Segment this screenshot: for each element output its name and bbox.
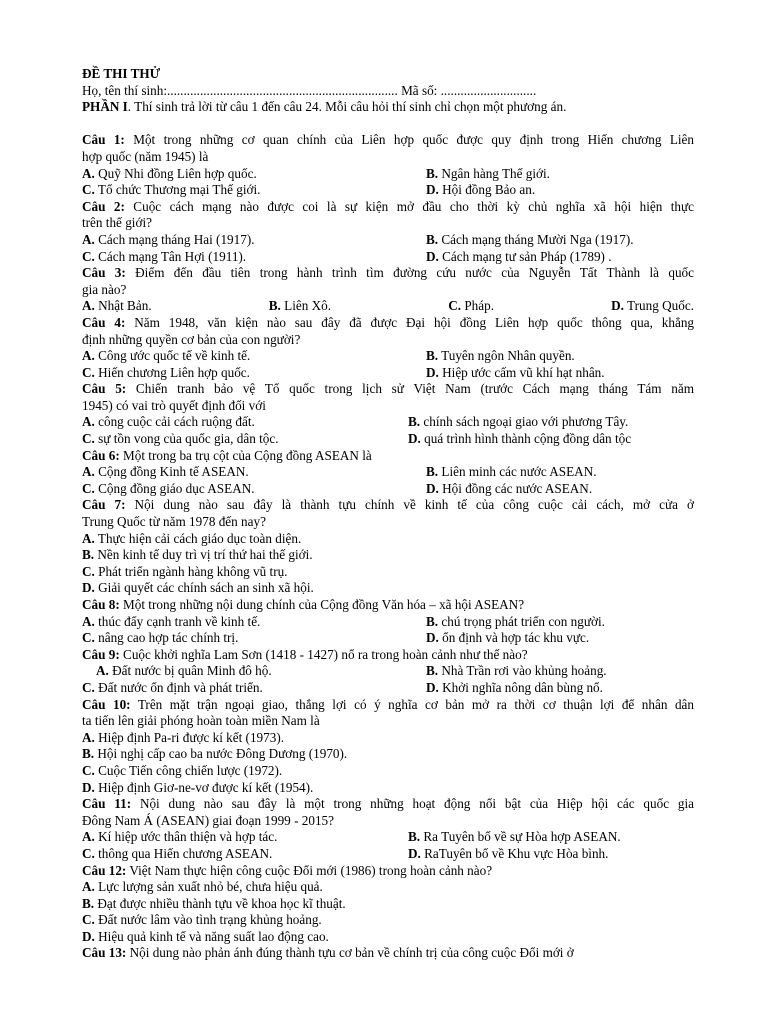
option-text: RaTuyên bố về Khu vực Hòa bình. [420,845,609,861]
option-d[interactable] [408,431,631,446]
option-key: D. [426,630,439,646]
option-key: D. [82,580,95,596]
part-label: PHẦN I [82,99,128,115]
question-label: Câu 4: [82,314,126,330]
options-row [82,780,694,797]
option-cell [82,249,426,266]
option-key: A. [82,231,95,247]
option-b[interactable] [408,414,628,429]
option-text: Công ước quốc tế về kinh tế. [94,348,251,364]
option-key: A. [82,464,95,480]
option-cell [426,614,605,631]
question-stem-line [82,315,694,332]
option-key: B. [408,414,421,430]
question-label: Câu 9: [82,646,120,662]
question-2 [82,199,694,265]
option-text: Cuộc Tiến công chiến lược (1972). [94,762,283,778]
option-cell [426,166,550,183]
option-key: D. [426,679,439,695]
question-text: hợp quốc (năm 1945) là [82,148,209,164]
options-row [82,680,694,697]
options-row [82,249,694,266]
option-cell [82,348,426,365]
option-text: Hội nghị cấp cao ba nước Đông Dương (1970). [94,746,348,762]
option-b[interactable] [426,663,607,678]
option-text: Cộng đồng giáo dục ASEAN. [94,480,255,496]
options-row [82,166,694,183]
question-stem-line [82,381,694,398]
question-stem-line [82,265,694,282]
question-8 [82,597,694,647]
question-stem-line [82,132,694,149]
option-key: D. [426,480,439,496]
question-label: Câu 2: [82,198,125,214]
question-6 [82,448,694,498]
options-row [82,746,694,763]
option-c[interactable] [82,763,282,778]
question-text: Chiến tranh bảo vệ Tổ quốc trong lịch sử Việt Nam (trước Cách mạng tháng Tám năm [126,381,694,397]
option-cell [408,829,621,846]
option-d[interactable] [426,365,605,380]
option-text: Cách mạng tư sản Pháp (1789) . [438,248,612,264]
option-d[interactable] [82,929,329,944]
option-text: Hội đồng các nước ASEAN. [438,480,593,496]
option-text: Đạt được nhiều thành tựu về khoa học kĩ thuật. [94,895,346,911]
options-row [82,564,694,581]
option-key: B. [426,663,439,679]
option-cell [82,630,426,647]
question-stem-line [82,647,694,664]
options-row [82,879,694,896]
question-stem-line [82,448,694,465]
options-row [82,896,694,913]
option-text: chú trọng phát triển con người. [438,613,605,629]
question-stem-line [82,215,694,232]
question-text: Nội dung nào sau đây là thành tựu chính về kinh tế của công cuộc cải cách, mở cửa ở [125,497,694,513]
option-key: D. [408,431,421,447]
options-row [82,348,694,365]
option-b[interactable] [82,896,346,911]
option-text: sự tồn vong của quốc gia, dân tộc. [94,431,279,447]
question-label: Câu 10: [82,696,131,712]
option-c[interactable] [82,481,255,496]
question-text: Một trong những cơ quan chính của Liên hợp quốc được quy định trong Hiến chương Liên [124,132,694,148]
option-text: công cuộc cải cách ruộng đất. [94,414,255,430]
option-d[interactable] [426,481,592,496]
option-text: Ra Tuyên bố về sự Hòa hợp ASEAN. [420,829,621,845]
option-b[interactable] [82,746,347,761]
option-cell [82,846,408,863]
option-text: Pháp. [461,298,494,314]
question-4 [82,315,694,381]
option-d[interactable] [408,846,608,861]
option-b[interactable] [408,829,621,844]
option-key: A. [82,165,95,181]
question-stem-line [82,514,694,531]
option-c[interactable] [82,564,287,579]
option-cell [426,680,603,697]
options-row [82,431,694,448]
options-row [82,846,694,863]
option-cell [408,414,628,431]
option-key: C. [82,563,95,579]
option-c[interactable] [82,630,238,645]
option-cell [96,663,426,680]
question-stem-line [82,199,694,216]
option-key: C. [82,630,95,646]
question-stem-line [82,713,694,730]
question-label: Câu 11: [82,796,132,812]
options-row [82,829,694,846]
question-text: Một trong ba trụ cột của Cộng đồng ASEAN là [119,447,372,463]
option-cell [82,464,426,481]
option-key: A. [82,879,95,895]
option-key: D. [426,364,439,380]
option-key: C. [82,431,95,447]
option-cell [426,481,592,498]
option-cell [82,481,426,498]
option-key: C. [82,679,95,695]
spacer [82,116,694,133]
question-9 [82,647,694,697]
option-key: A. [82,414,95,430]
options-row [82,298,694,315]
option-key: A. [82,298,95,314]
option-a[interactable] [82,348,250,363]
option-cell [426,365,605,382]
options-row [82,414,694,431]
option-text: Liên Xô. [280,298,332,314]
question-text: Năm 1948, văn kiện nào sau đây đã được Đại hội đồng Liên hợp quốc thông qua, khẳng [125,314,695,330]
option-key: B. [426,231,439,247]
option-cell [426,464,597,481]
question-stem-line [82,149,694,166]
option-key: D. [426,248,439,264]
option-b[interactable] [426,614,605,629]
option-key: A. [82,613,95,629]
option-d[interactable] [426,680,603,695]
option-cell [82,365,426,382]
option-text: Hiệu quả kinh tế và năng suất lao động cao. [94,928,329,944]
question-label: Câu 3: [82,265,126,281]
option-cell [82,166,426,183]
question-3 [82,265,694,315]
part-instruction [82,99,694,116]
option-cell [82,182,426,199]
options-row [82,929,694,946]
question-stem-line [82,796,694,813]
option-text: Kí hiệp ước thân thiện và hợp tác. [94,829,278,845]
option-text: Giải quyết các chính sách an sinh xã hội. [94,580,314,596]
question-label: Câu 12: [82,862,127,878]
option-key: C. [82,480,95,496]
question-stem-line [82,863,694,880]
option-key: A. [82,729,95,745]
option-cell [82,414,408,431]
option-a[interactable] [82,730,284,745]
option-text: Cách mạng tháng Mười Nga (1917). [438,231,634,247]
option-key: B. [408,829,421,845]
options-row [82,182,694,199]
question-text: Một trong những nội dung chính của Cộng đồng Văn hóa – xã hội ASEAN? [119,597,525,612]
question-10 [82,697,694,797]
question-text: Điểm đến đầu tiên trong hành trình tìm đường cứu nước của Nguyễn Tất Thành là quốc [125,265,694,281]
option-key: B. [82,895,95,911]
question-stem-line [82,697,694,714]
option-a[interactable] [82,298,152,315]
question-text: gia nào? [82,281,127,297]
option-c[interactable] [82,365,250,380]
option-b[interactable] [269,298,331,315]
question-text: định những quyền cơ bản của con người? [82,331,301,347]
question-1 [82,132,694,198]
option-cell [82,680,426,697]
options-row [82,614,694,631]
question-text: 1945) có vai trò quyết định đối với [82,397,266,413]
options-row [82,481,694,498]
option-key: B. [82,547,95,563]
question-text: Cuộc cách mạng nào được coi là sự kiện mở đầu cho thời kỳ chủ nghĩa xã hội hiện thực [124,198,694,214]
option-text: Đất nước bị quân Minh đô hộ. [108,663,272,679]
option-key: C. [82,364,95,380]
option-cell [408,846,608,863]
option-a[interactable] [82,414,255,429]
option-d[interactable] [82,580,314,595]
option-text: Hiệp định Giơ-ne-vơ được kí kết (1954). [94,779,314,795]
option-c[interactable] [82,249,246,264]
option-key: C. [448,298,462,314]
option-text: Phát triển ngành hàng không vũ trụ. [94,563,288,579]
question-text: Việt Nam thực hiện công cuộc Đổi mới (1986) trong hoàn cảnh nào? [126,862,493,878]
option-d[interactable] [611,298,694,315]
option-text: Hiệp ước cấm vũ khí hạt nhân. [438,364,605,380]
question-text: Cuộc khởi nghĩa Lam Sơn (1418 - 1427) nổ ra trong hoàn cảnh như thế nào? [119,646,528,662]
option-text: ổn định và hợp tác khu vực. [438,630,590,646]
part-text: . Thí sinh trả lời từ câu 1 đến câu 24. Mỗi câu hỏi thí sinh chỉ chọn một phương án. [127,99,567,115]
options-row [82,580,694,597]
option-c[interactable] [82,680,263,695]
option-key: D. [426,182,439,198]
option-text: Đất nước ổn định và phát triển. [94,679,263,695]
options-row [82,547,694,564]
option-d[interactable] [426,182,535,197]
option-text: Thực hiện cải cách giáo dục toàn diện. [94,530,302,546]
option-cell [408,431,631,448]
option-text: Nhà Trần rơi vào khủng hoảng. [438,663,607,679]
option-text: thúc đẩy cạnh tranh về kinh tế. [94,613,261,629]
option-key: C. [82,182,95,198]
options-row [82,630,694,647]
question-13 [82,945,694,962]
option-text: Nền kinh tế duy trì vị trí thứ hai thế giới. [94,547,313,563]
question-7 [82,497,694,597]
option-text: quá trình hình thành cộng đồng dân tộc [420,431,632,447]
option-key: D. [408,845,421,861]
option-cell [82,431,408,448]
option-key: D. [611,298,624,314]
question-text: Trung Quốc từ năm 1978 đến nay? [82,514,266,530]
option-key: D. [82,928,95,944]
option-text: chính sách ngoại giao với phương Tây. [420,414,629,430]
option-key: B. [82,746,95,762]
question-label: Câu 8: [82,597,120,612]
option-b[interactable] [426,464,597,479]
question-stem-line [82,497,694,514]
option-a[interactable] [82,232,255,247]
option-d[interactable] [426,249,612,264]
question-stem-line [82,282,694,299]
option-a[interactable] [82,879,323,894]
option-text: Cách mạng tháng Hai (1917). [94,231,255,247]
option-text: thông qua Hiến chương ASEAN. [94,845,273,861]
question-text: trên thế giới? [82,215,152,231]
option-d[interactable] [82,780,313,795]
option-key: A. [82,530,95,546]
option-key: C. [82,912,95,928]
exam-page [82,66,694,962]
options-row [82,763,694,780]
option-text: Nhật Bản. [94,298,152,314]
candidate-name-line: Họ, tên thí sinh:...................................................................... Mã số: ............................. [82,82,537,98]
option-text: nâng cao hợp tác chính trị. [94,630,239,646]
option-text: Hiệp định Pa-ri được kí kết (1973). [94,729,285,745]
option-d[interactable] [426,630,589,645]
option-cell [426,249,612,266]
option-a[interactable] [82,614,260,629]
option-key: B. [426,165,439,181]
question-label: Câu 13: [82,945,127,961]
option-key: A. [82,829,95,845]
option-cell [82,829,408,846]
option-c[interactable] [448,298,494,315]
option-text: Liên minh các nước ASEAN. [438,464,597,480]
option-b[interactable] [82,547,313,562]
option-text: Đất nước lâm vào tình trạng khủng hoảng. [94,912,322,928]
option-cell [426,663,607,680]
options-row [82,365,694,382]
option-text: Tổ chức Thương mại Thế giới. [94,182,261,198]
option-text: Cách mạng Tân Hợi (1911). [94,248,247,264]
option-a[interactable] [82,464,249,479]
question-label: Câu 5: [82,381,127,397]
question-label: Câu 7: [82,497,126,513]
option-key: B. [426,348,439,364]
options-row [82,663,694,680]
question-stem-line [82,332,694,349]
question-5 [82,381,694,447]
option-key: B. [426,464,439,480]
options-row [82,531,694,548]
option-cell [426,182,535,199]
option-a[interactable] [82,531,301,546]
exam-title: ĐỀ THI THỬ [82,66,161,81]
question-text: Nội dung nào sau đây là một trong những hoạt động nổi bật của Hiệp hội các quốc gia [131,796,694,812]
option-text: Hội đồng Bảo an. [438,182,536,198]
option-cell [426,232,634,249]
options-row [82,730,694,747]
option-a[interactable] [82,829,277,844]
option-text: Cộng đồng Kinh tế ASEAN. [94,464,249,480]
question-stem-line [82,945,694,962]
question-label: Câu 1: [82,132,125,148]
option-cell [426,348,575,365]
option-key: C. [82,762,95,778]
option-key: A. [82,348,95,364]
options-row [82,464,694,481]
question-label: Câu 6: [82,447,120,463]
question-text: Nội dung nào phản ánh đúng thành tựu cơ bản về chính trị của công cuộc Đổi mới ở [126,945,574,961]
option-text: Ngân hàng Thế giới. [438,165,550,181]
option-key: D. [82,779,95,795]
option-b[interactable] [426,348,575,363]
question-11 [82,796,694,862]
option-cell [82,614,426,631]
question-stem-line [82,597,694,614]
option-c[interactable] [82,912,322,927]
option-text: Tuyên ngôn Nhân quyền. [438,348,575,364]
option-c[interactable] [82,846,272,861]
question-stem-line [82,813,694,830]
option-text: Lực lượng sản xuất nhỏ bé, chưa hiệu quả. [94,879,323,895]
option-text: Khởi nghĩa nông dân bùng nổ. [438,679,603,695]
option-a[interactable] [82,166,257,181]
option-cell [426,630,589,647]
options-row [82,232,694,249]
option-b[interactable] [426,232,634,247]
option-a[interactable] [96,663,272,678]
question-text: Trên mặt trận ngoại giao, thắng lợi có ý nghĩa cơ bản mở ra thời cơ thuận lợi để nhân dân [130,696,695,712]
option-key: A. [96,663,109,679]
option-text: Quỹ Nhi đồng Liên hợp quốc. [94,165,257,181]
question-text: ta tiến lên giải phóng hoàn toàn miền Nam là [82,713,320,729]
option-key: C. [82,845,95,861]
question-12 [82,863,694,946]
option-text: Trung Quốc. [623,298,694,314]
options-row [82,912,694,929]
option-key: C. [82,248,95,264]
option-cell [82,232,426,249]
option-c[interactable] [82,431,279,446]
option-c[interactable] [82,182,260,197]
option-text: Hiến chương Liên hợp quốc. [94,364,250,380]
question-stem-line [82,398,694,415]
question-text: Đông Nam Á (ASEAN) giai đoạn 1999 - 2015? [82,812,334,828]
option-b[interactable] [426,166,550,181]
option-key: B. [426,613,439,629]
option-key: B. [268,298,281,314]
